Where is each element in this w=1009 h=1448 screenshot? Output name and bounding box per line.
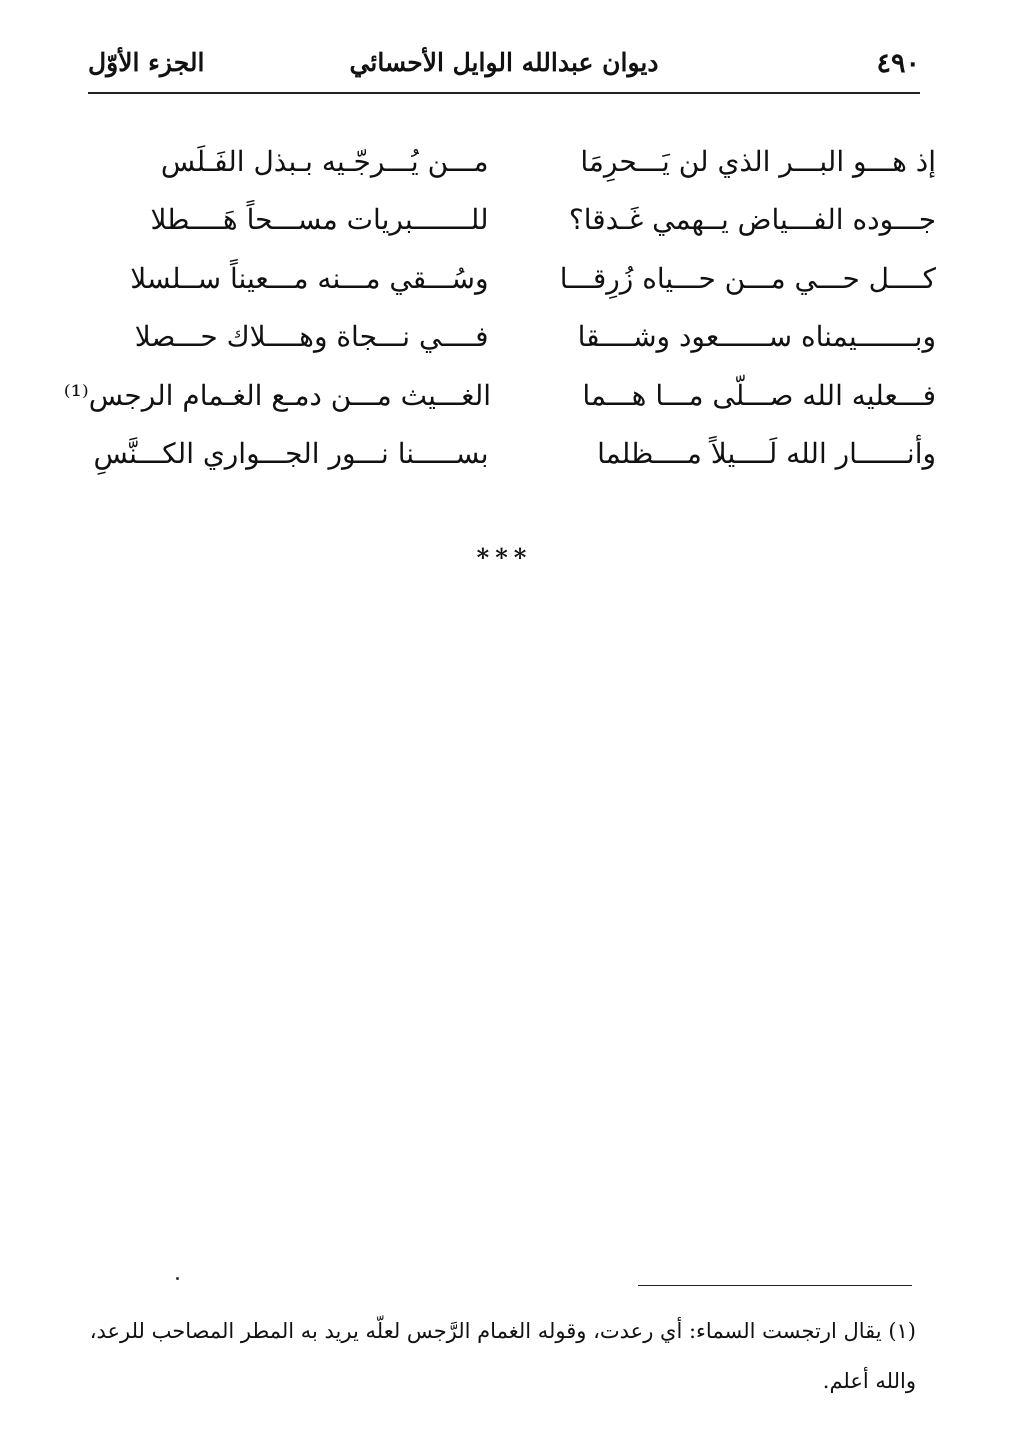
second-hemistich: الغـــيث مـــن دمـع الغـمام الرجس⁽¹⁾ <box>63 378 491 412</box>
second-hemistich: للـــــــبريات مســـحاً هَــــطلا <box>150 203 489 237</box>
second-hemistich: وسُـــقي مـــنه مـــعيناً ســلسلا <box>130 261 489 295</box>
first-hemistich: فـــعليه الله صـــلّى مـــا هـــما <box>582 378 936 412</box>
verse-line <box>76 249 936 308</box>
stray-dot <box>176 1277 179 1280</box>
verse-line <box>76 191 936 250</box>
poem <box>63 132 936 483</box>
verse-line <box>76 308 936 367</box>
first-hemistich: إذ هـــو البـــر الذي لن يَـــحرِمَا <box>580 144 936 178</box>
section-separator: *** <box>476 543 533 572</box>
footnote-divider <box>638 1285 912 1286</box>
part-label: الجزء الأوّل <box>88 48 205 77</box>
first-hemistich: جـــوده الفـــياض يــهمي غَـدقا؟ <box>568 203 936 237</box>
second-hemistich: مـــن يُـــرجّـيه بـبذل الفَـلَس <box>160 144 489 178</box>
header-divider <box>88 92 920 94</box>
first-hemistich: كــــل حـــي مـــن حـــياه زُرِقـــا <box>559 261 936 295</box>
first-hemistich: وبـــــــيمناه ســــــعود وشــــقا <box>577 320 936 354</box>
second-hemistich: بســـــنا نـــور الجـــواري الكـــنَّسِ <box>93 437 489 471</box>
verse-line <box>76 132 936 191</box>
page-number: ٤٩٠ <box>876 48 920 79</box>
page-header <box>88 40 920 90</box>
second-hemistich: فــــي نـــجاة وهــــلاك حـــصلا <box>134 320 489 354</box>
verse-line <box>76 425 936 484</box>
first-hemistich: وأنــــــار الله لَــــيلاً مــــظلما <box>597 437 936 471</box>
verse-line <box>63 366 936 425</box>
footnote: (١) يقال ارتجست السماء: أي رعدت، وقوله الغمام الرَّجس لعلّه يريد به المطر المصاحب للرعد، والله أعلم. <box>89 1319 916 1393</box>
book-title: ديوان عبدالله الوايل الأحسائي <box>349 48 659 77</box>
